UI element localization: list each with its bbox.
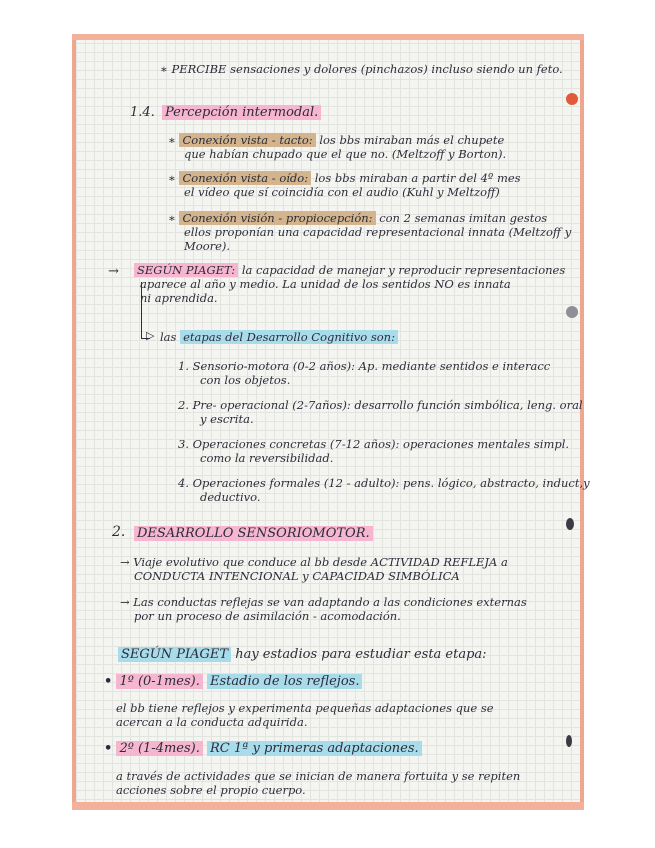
vision-propiocepcion-line-2: ellos proponían una capacidad representacional innata (Meltzoff y — [184, 225, 572, 239]
percibe-line: ∗ PERCIBE sensaciones y dolores (pinchazos) incluso siendo un feto. — [160, 62, 563, 76]
stage-2-line-2: acciones sobre el propio cuerpo. — [116, 783, 306, 797]
page-bottom-edge — [72, 802, 584, 810]
stage-2-heading: • 2º (1-4mes). RC 1ª y primeras adaptaciones. — [104, 742, 422, 755]
reflejas-line-2: por un proceso de asimilación - acomodación. — [134, 609, 401, 623]
etapa-1-line-2: con los objetos. — [200, 373, 291, 387]
etapa-2-line-1: 2. Pre- operacional (2-7años): desarrollo función simbólica, leng. oral — [178, 398, 583, 412]
section-2-title: DESARROLLO SENSORIOMOTOR. — [134, 527, 373, 540]
piaget-line-2: aparece al año y medio. La unidad de los sentidos NO es innata — [140, 277, 511, 291]
section-1-4-title: Percepción intermodal. — [162, 106, 321, 119]
etapa-1-line-1: 1. Sensorio-motora (0-2 años): Ap. mediante sentidos e interacc — [178, 359, 551, 373]
vista-tacto-line: ∗ Conexión vista - tacto: los bbs miraban más el chupete — [168, 133, 505, 147]
etapas-heading: las etapas del Desarrollo Cognitivo son: — [160, 331, 398, 344]
viaje-line-2: CONDUCTA INTENCIONAL y CAPACIDAD SIMBÓLICA — [134, 569, 460, 583]
vista-oido-line-2: el vídeo que sí coincidía con el audio (Kuhl y Meltzoff) — [184, 185, 500, 199]
vision-propiocepcion-line-3: Moore). — [184, 239, 231, 253]
arrow-icon: ▷ — [146, 329, 155, 342]
vision-propiocepcion-line: ∗ Conexión visión - propiocepción: con 2 semanas imitan gestos — [168, 211, 548, 225]
piaget-2-line: SEGÚN PIAGET hay estadios para estudiar esta etapa: — [118, 648, 487, 661]
section-1-4-number: 1.4. — [130, 105, 155, 120]
piaget-line-1: SEGÚN PIAGET: la capacidad de manejar y reproducir representaciones — [134, 264, 565, 277]
viaje-line-1: → Viaje evolutivo que conduce al bb desde ACTIVIDAD REFLEJA a — [120, 555, 508, 569]
vista-tacto-line-2: que habían chupado que el que no. (Meltzoff y Borton). — [184, 147, 507, 161]
etapa-2-line-2: y escrita. — [200, 412, 254, 426]
binder-hole-icon — [566, 306, 578, 318]
binder-hole-icon — [566, 93, 578, 105]
etapa-4-line-1: 4. Operaciones formales (12 - adulto): pens. lógico, abstracto, induct,y — [178, 476, 590, 490]
etapa-3-line-1: 3. Operaciones concretas (7-12 años): operaciones mentales simpl. — [178, 437, 570, 451]
binder-hole-icon — [566, 735, 572, 747]
etapa-3-line-2: como la reversibilidad. — [200, 451, 334, 465]
arrow-icon: → — [108, 264, 119, 279]
etapa-4-line-2: deductivo. — [200, 490, 261, 504]
page-top-edge — [72, 34, 584, 40]
stage-1-heading: • 1º (0-1mes). Estadio de los reflejos. — [104, 675, 362, 688]
stage-1-line-2: acercan a la conducta adquirida. — [116, 715, 308, 729]
binder-hole-icon — [566, 518, 574, 530]
stage-2-line-1: a través de actividades que se inician de manera fortuita y se repiten — [116, 769, 521, 783]
stage-1-line-1: el bb tiene reflejos y experimenta pequeñas adaptaciones que se — [116, 701, 494, 715]
piaget-line-3: ni aprendida. — [140, 291, 218, 305]
vista-oido-line: ∗ Conexión vista - oído: los bbs miraban a partir del 4º mes — [168, 171, 521, 185]
section-2-number: 2. — [112, 524, 126, 540]
reflejas-line-1: → Las conductas reflejas se van adaptando a las condiciones externas — [120, 595, 527, 609]
